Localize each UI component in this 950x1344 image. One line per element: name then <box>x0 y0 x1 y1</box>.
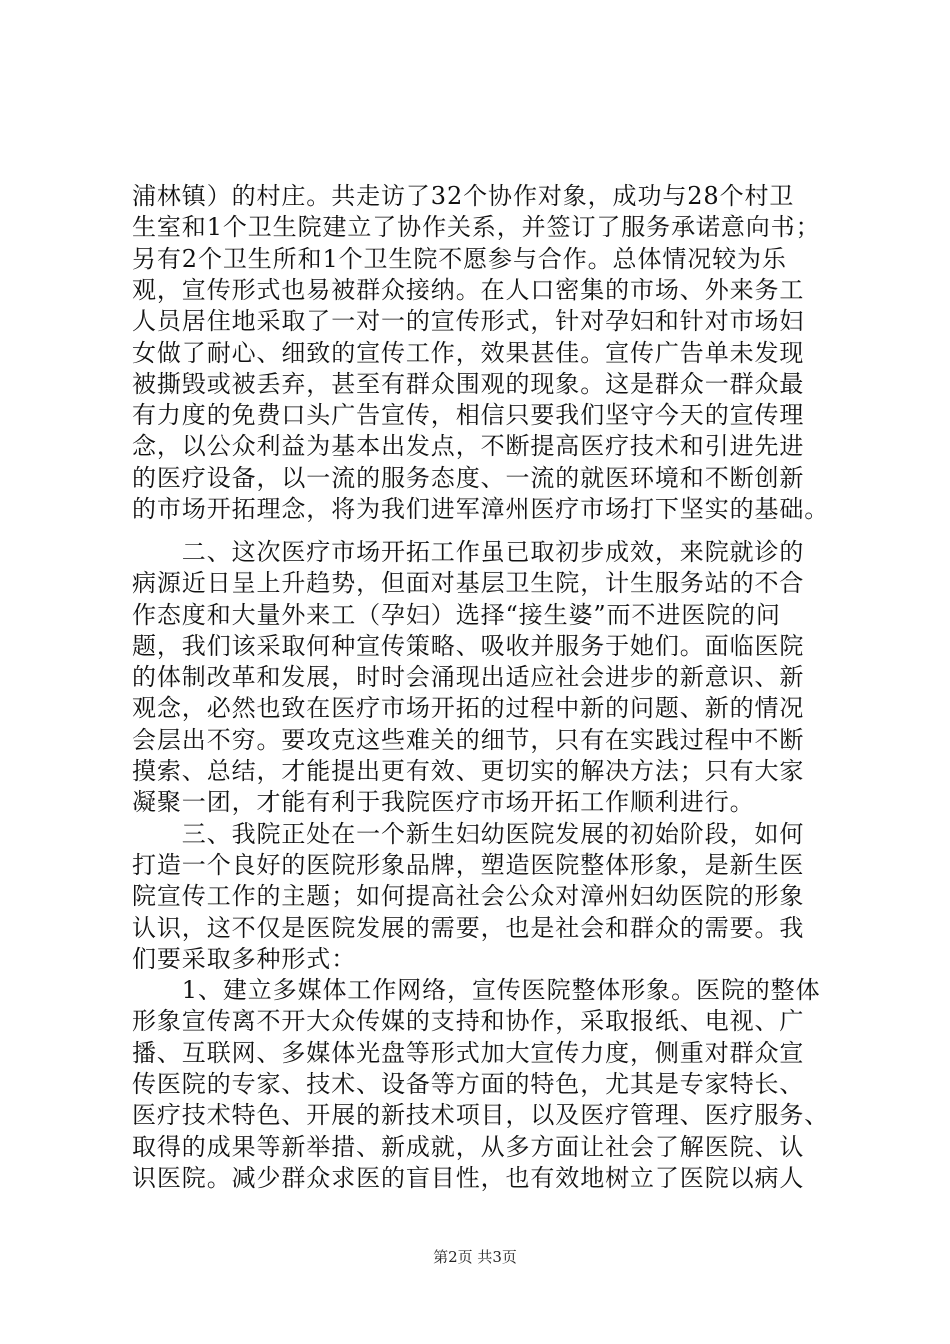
paragraph-1-line-1: 浦林镇）的村庄。共走访了32个协作对象，成功与28个村卫 <box>132 182 795 210</box>
paragraph-4-line-3: 播、互联网、多媒体光盘等形式加大宣传力度，侧重对群众宣 <box>132 1039 805 1067</box>
paragraph-2-line-4: 题，我们该采取何种宣传策略、吸收并服务于她们。面临医院 <box>132 632 805 660</box>
paragraph-4-line-1: 1、建立多媒体工作网络，宣传医院整体形象。医院的整体 <box>132 976 821 1004</box>
paragraph-1-line-8: 有力度的免费口头广告宣传，相信只要我们坚守今天的宣传理 <box>132 401 805 429</box>
paragraph-2-line-9: 凝聚一团，才能有利于我院医疗市场开拓工作顺利进行。 <box>132 788 755 816</box>
paragraph-2-line-2: 病源近日呈上升趋势，但面对基层卫生院，计生服务站的不合 <box>132 569 805 597</box>
paragraph-1-line-6: 女做了耐心、细致的宣传工作，效果甚佳。宣传广告单未发现 <box>132 339 805 367</box>
paragraph-3-line-1: 三、我院正处在一个新生妇幼医院发展的初始阶段，如何 <box>132 820 805 848</box>
paragraph-2-line-7: 会层出不穷。要攻克这些难关的细节，只有在实践过程中不断 <box>132 726 805 754</box>
paragraph-1-line-10: 的医疗设备，以一流的服务态度、一流的就医环境和不断创新 <box>132 464 805 492</box>
paragraph-2-line-1: 二、这次医疗市场开拓工作虽已取初步成效，来院就诊的 <box>132 538 805 566</box>
paragraph-3-line-3: 院宣传工作的主题；如何提高社会公众对漳州妇幼医院的形象 <box>132 882 805 910</box>
paragraph-3-line-2: 打造一个良好的医院形象品牌，塑造医院整体形象，是新生医 <box>132 851 805 879</box>
paragraph-2-line-6: 观念，必然也致在医疗市场开拓的过程中新的问题、新的情况 <box>132 694 805 722</box>
page-footer: 第2页 共3页 <box>433 1248 517 1266</box>
paragraph-1-line-3: 另有2个卫生所和1个卫生院不愿参与合作。总体情况较为乐 <box>132 245 787 273</box>
paragraph-4-line-4: 传医院的专家、技术、设备等方面的特色，尤其是专家特长、 <box>132 1070 805 1098</box>
paragraph-1-line-11: 的市场开拓理念，将为我们进军漳州医疗市场打下坚实的基础。 <box>132 495 830 523</box>
paragraph-3-line-5: 们要采取多种形式： <box>132 945 357 973</box>
paragraph-1-line-7: 被撕毁或被丢弃，甚至有群众围观的现象。这是群众一群众最 <box>132 370 805 398</box>
paragraph-2-line-5: 的体制改革和发展，时时会涌现出适应社会进步的新意识、新 <box>132 663 805 691</box>
paragraph-4-line-7: 识医院。减少群众求医的盲目性，也有效地树立了医院以病人 <box>132 1164 805 1192</box>
paragraph-4-line-2: 形象宣传离不开大众传媒的支持和协作，采取报纸、电视、广 <box>132 1007 805 1035</box>
paragraph-1-line-4: 观，宣传形式也易被群众接纳。在人口密集的市场、外来务工 <box>132 276 805 304</box>
paragraph-3-line-4: 认识，这不仅是医院发展的需要，也是社会和群众的需要。我 <box>132 914 805 942</box>
paragraph-1-line-5: 人员居住地采取了一对一的宣传形式，针对孕妇和针对市场妇 <box>132 307 805 335</box>
paragraph-2-line-8: 摸索、总结，才能提出更有效、更切实的解决方法；只有大家 <box>132 757 805 785</box>
paragraph-1-line-9: 念，以公众利益为基本出发点，不断提高医疗技术和引进先进 <box>132 432 805 460</box>
paragraph-1-line-2: 生室和1个卫生院建立了协作关系，并签订了服务承诺意向书； <box>132 213 821 241</box>
paragraph-2-line-3: 作态度和大量外来工（孕妇）选择“接生婆”而不进医院的问 <box>132 601 781 629</box>
paragraph-4-line-5: 医疗技术特色、开展的新技术项目，以及医疗管理、医疗服务、 <box>132 1101 830 1129</box>
paragraph-4-line-6: 取得的成果等新举措、新成就，从多方面让社会了解医院、认 <box>132 1133 805 1161</box>
